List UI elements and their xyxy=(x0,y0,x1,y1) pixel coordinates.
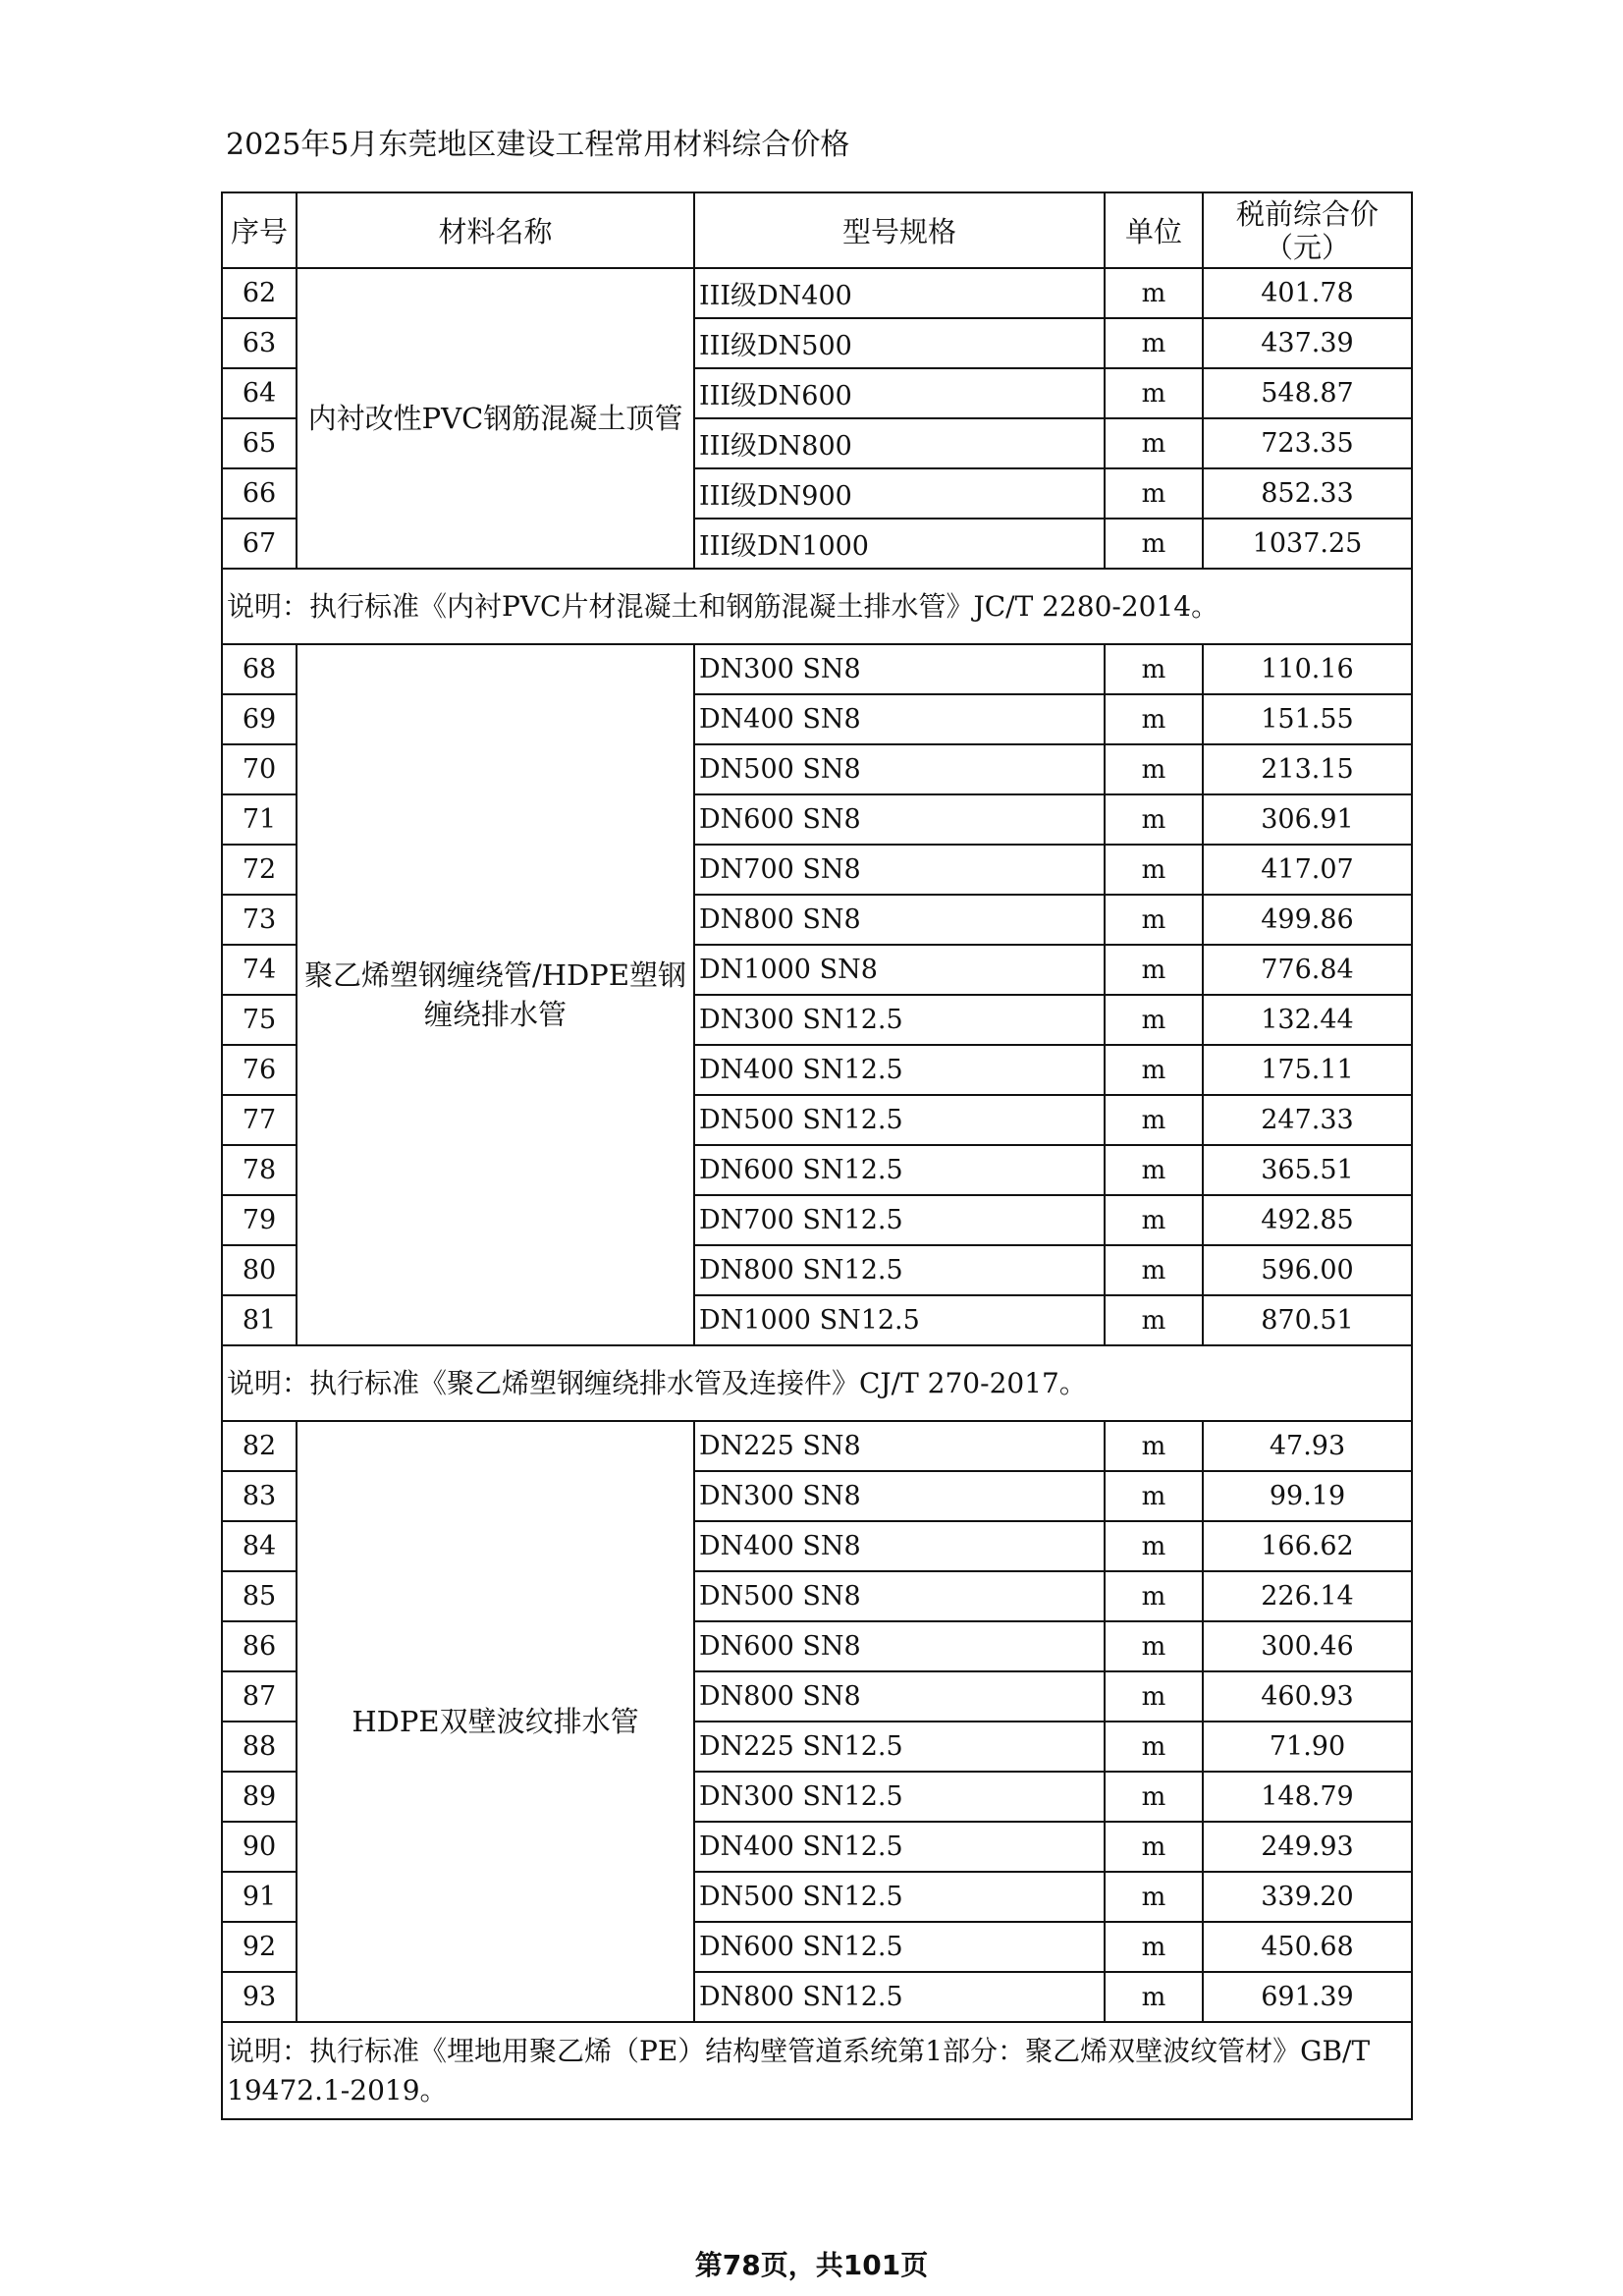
spec-cell: III级DN800 xyxy=(694,418,1105,468)
unit-cell: m xyxy=(1105,895,1203,945)
price-cell: 1037.25 xyxy=(1203,519,1412,569)
header-spec: 型号规格 xyxy=(694,192,1105,268)
unit-cell: m xyxy=(1105,1471,1203,1521)
unit-cell: m xyxy=(1105,1521,1203,1571)
price-cell: 226.14 xyxy=(1203,1571,1412,1621)
unit-cell: m xyxy=(1105,1772,1203,1822)
price-cell: 852.33 xyxy=(1203,468,1412,519)
price-cell: 306.91 xyxy=(1203,794,1412,845)
price-cell: 870.51 xyxy=(1203,1295,1412,1345)
unit-cell: m xyxy=(1105,744,1203,794)
row-number: 85 xyxy=(222,1571,297,1621)
row-number: 82 xyxy=(222,1421,297,1471)
price-cell: 401.78 xyxy=(1203,268,1412,318)
row-number: 79 xyxy=(222,1195,297,1245)
spec-cell: DN400 SN8 xyxy=(694,1521,1105,1571)
unit-cell: m xyxy=(1105,1822,1203,1872)
row-number: 77 xyxy=(222,1095,297,1145)
price-cell: 776.84 xyxy=(1203,945,1412,995)
unit-cell: m xyxy=(1105,694,1203,744)
unit-cell: m xyxy=(1105,1922,1203,1972)
note-row xyxy=(222,1345,1412,1421)
unit-cell: m xyxy=(1105,1972,1203,2022)
spec-cell: DN600 SN8 xyxy=(694,1621,1105,1671)
spec-cell: DN500 SN8 xyxy=(694,744,1105,794)
price-cell: 365.51 xyxy=(1203,1145,1412,1195)
unit-cell: m xyxy=(1105,945,1203,995)
row-number: 65 xyxy=(222,418,297,468)
row-number: 78 xyxy=(222,1145,297,1195)
price-cell: 247.33 xyxy=(1203,1095,1412,1145)
spec-cell: DN800 SN8 xyxy=(694,895,1105,945)
header-price-line2: （元） xyxy=(1264,230,1350,264)
unit-cell: m xyxy=(1105,1195,1203,1245)
price-cell: 460.93 xyxy=(1203,1671,1412,1722)
price-cell: 175.11 xyxy=(1203,1045,1412,1095)
spec-cell: DN400 SN12.5 xyxy=(694,1822,1105,1872)
row-number: 93 xyxy=(222,1972,297,2022)
price-cell: 249.93 xyxy=(1203,1822,1412,1872)
spec-cell: DN700 SN8 xyxy=(694,845,1105,895)
document-title: 2025年5月东莞地区建设工程常用材料综合价格 xyxy=(226,128,850,162)
unit-cell: m xyxy=(1105,1571,1203,1621)
header-unit: 单位 xyxy=(1105,192,1203,268)
spec-cell: DN300 SN8 xyxy=(694,644,1105,694)
row-number: 73 xyxy=(222,895,297,945)
material-name: 聚乙烯塑钢缠绕管/HDPE塑钢缠绕排水管 xyxy=(297,644,694,1345)
row-number: 87 xyxy=(222,1671,297,1722)
unit-cell: m xyxy=(1105,845,1203,895)
row-number: 67 xyxy=(222,519,297,569)
spec-cell: III级DN1000 xyxy=(694,519,1105,569)
price-cell: 148.79 xyxy=(1203,1772,1412,1822)
price-cell: 417.07 xyxy=(1203,845,1412,895)
price-cell: 99.19 xyxy=(1203,1471,1412,1521)
price-cell: 499.86 xyxy=(1203,895,1412,945)
unit-cell: m xyxy=(1105,1722,1203,1772)
row-number: 69 xyxy=(222,694,297,744)
price-cell: 339.20 xyxy=(1203,1872,1412,1922)
price-cell: 437.39 xyxy=(1203,318,1412,368)
standard-note: 说明：执行标准《聚乙烯塑钢缠绕排水管及连接件》CJ/T 270-2017。 xyxy=(222,1345,1412,1421)
spec-cell: DN800 SN12.5 xyxy=(694,1245,1105,1295)
price-cell: 691.39 xyxy=(1203,1972,1412,2022)
spec-cell: DN300 SN12.5 xyxy=(694,1772,1105,1822)
spec-cell: III级DN400 xyxy=(694,268,1105,318)
row-number: 70 xyxy=(222,744,297,794)
row-number: 84 xyxy=(222,1521,297,1571)
table-row xyxy=(222,1421,1412,1471)
unit-cell: m xyxy=(1105,418,1203,468)
spec-cell: III级DN900 xyxy=(694,468,1105,519)
price-cell: 110.16 xyxy=(1203,644,1412,694)
spec-cell: DN700 SN12.5 xyxy=(694,1195,1105,1245)
standard-note: 说明：执行标准《埋地用聚乙烯（PE）结构壁管道系统第1部分：聚乙烯双壁波纹管材》GB/T 19472.1-2019。 xyxy=(222,2022,1412,2119)
row-number: 74 xyxy=(222,945,297,995)
unit-cell: m xyxy=(1105,368,1203,418)
spec-cell: DN300 SN12.5 xyxy=(694,995,1105,1045)
standard-note: 说明：执行标准《内衬PVC片材混凝土和钢筋混凝土排水管》JC/T 2280-2014。 xyxy=(222,569,1412,644)
unit-cell: m xyxy=(1105,519,1203,569)
price-cell: 132.44 xyxy=(1203,995,1412,1045)
price-cell: 47.93 xyxy=(1203,1421,1412,1471)
row-number: 92 xyxy=(222,1922,297,1972)
unit-cell: m xyxy=(1105,468,1203,519)
unit-cell: m xyxy=(1105,1295,1203,1345)
row-number: 76 xyxy=(222,1045,297,1095)
spec-cell: DN400 SN8 xyxy=(694,694,1105,744)
unit-cell: m xyxy=(1105,1621,1203,1671)
unit-cell: m xyxy=(1105,1245,1203,1295)
table-row xyxy=(222,268,1412,318)
row-number: 88 xyxy=(222,1722,297,1772)
unit-cell: m xyxy=(1105,1145,1203,1195)
spec-cell: DN600 SN12.5 xyxy=(694,1922,1105,1972)
price-cell: 300.46 xyxy=(1203,1621,1412,1671)
row-number: 64 xyxy=(222,368,297,418)
spec-cell: DN500 SN12.5 xyxy=(694,1872,1105,1922)
row-number: 68 xyxy=(222,644,297,694)
unit-cell: m xyxy=(1105,268,1203,318)
row-number: 80 xyxy=(222,1245,297,1295)
note-row xyxy=(222,569,1412,644)
row-number: 90 xyxy=(222,1822,297,1872)
unit-cell: m xyxy=(1105,995,1203,1045)
material-name: 内衬改性PVC钢筋混凝土顶管 xyxy=(297,268,694,569)
row-number: 83 xyxy=(222,1471,297,1521)
price-table xyxy=(221,191,1413,2120)
spec-cell: DN400 SN12.5 xyxy=(694,1045,1105,1095)
row-number: 63 xyxy=(222,318,297,368)
spec-cell: DN500 SN12.5 xyxy=(694,1095,1105,1145)
note-row xyxy=(222,2022,1412,2119)
page-footer: 第78页，共101页 xyxy=(694,2249,929,2281)
header-price xyxy=(1203,192,1412,268)
spec-cell: DN600 SN8 xyxy=(694,794,1105,845)
spec-cell: DN800 SN8 xyxy=(694,1671,1105,1722)
header-seq: 序号 xyxy=(222,192,297,268)
price-cell: 548.87 xyxy=(1203,368,1412,418)
price-cell: 71.90 xyxy=(1203,1722,1412,1772)
row-number: 86 xyxy=(222,1621,297,1671)
unit-cell: m xyxy=(1105,794,1203,845)
table-row xyxy=(222,644,1412,694)
price-cell: 151.55 xyxy=(1203,694,1412,744)
unit-cell: m xyxy=(1105,1872,1203,1922)
row-number: 91 xyxy=(222,1872,297,1922)
unit-cell: m xyxy=(1105,1095,1203,1145)
table-header-row xyxy=(222,192,1412,268)
material-name: HDPE双壁波纹排水管 xyxy=(297,1421,694,2022)
unit-cell: m xyxy=(1105,1671,1203,1722)
price-cell: 166.62 xyxy=(1203,1521,1412,1571)
header-price-line1: 税前综合价 xyxy=(1235,196,1379,231)
spec-cell: DN500 SN8 xyxy=(694,1571,1105,1621)
price-cell: 450.68 xyxy=(1203,1922,1412,1972)
row-number: 72 xyxy=(222,845,297,895)
price-cell: 213.15 xyxy=(1203,744,1412,794)
unit-cell: m xyxy=(1105,318,1203,368)
row-number: 81 xyxy=(222,1295,297,1345)
spec-cell: DN800 SN12.5 xyxy=(694,1972,1105,2022)
row-number: 75 xyxy=(222,995,297,1045)
unit-cell: m xyxy=(1105,1421,1203,1471)
spec-cell: DN300 SN8 xyxy=(694,1471,1105,1521)
spec-cell: III级DN600 xyxy=(694,368,1105,418)
spec-cell: DN225 SN8 xyxy=(694,1421,1105,1471)
unit-cell: m xyxy=(1105,644,1203,694)
spec-cell: DN225 SN12.5 xyxy=(694,1722,1105,1772)
spec-cell: DN600 SN12.5 xyxy=(694,1145,1105,1195)
row-number: 89 xyxy=(222,1772,297,1822)
spec-cell: DN1000 SN8 xyxy=(694,945,1105,995)
unit-cell: m xyxy=(1105,1045,1203,1095)
header-name: 材料名称 xyxy=(297,192,694,268)
spec-cell: III级DN500 xyxy=(694,318,1105,368)
row-number: 66 xyxy=(222,468,297,519)
row-number: 71 xyxy=(222,794,297,845)
spec-cell: DN1000 SN12.5 xyxy=(694,1295,1105,1345)
price-cell: 596.00 xyxy=(1203,1245,1412,1295)
price-cell: 492.85 xyxy=(1203,1195,1412,1245)
row-number: 62 xyxy=(222,268,297,318)
price-cell: 723.35 xyxy=(1203,418,1412,468)
